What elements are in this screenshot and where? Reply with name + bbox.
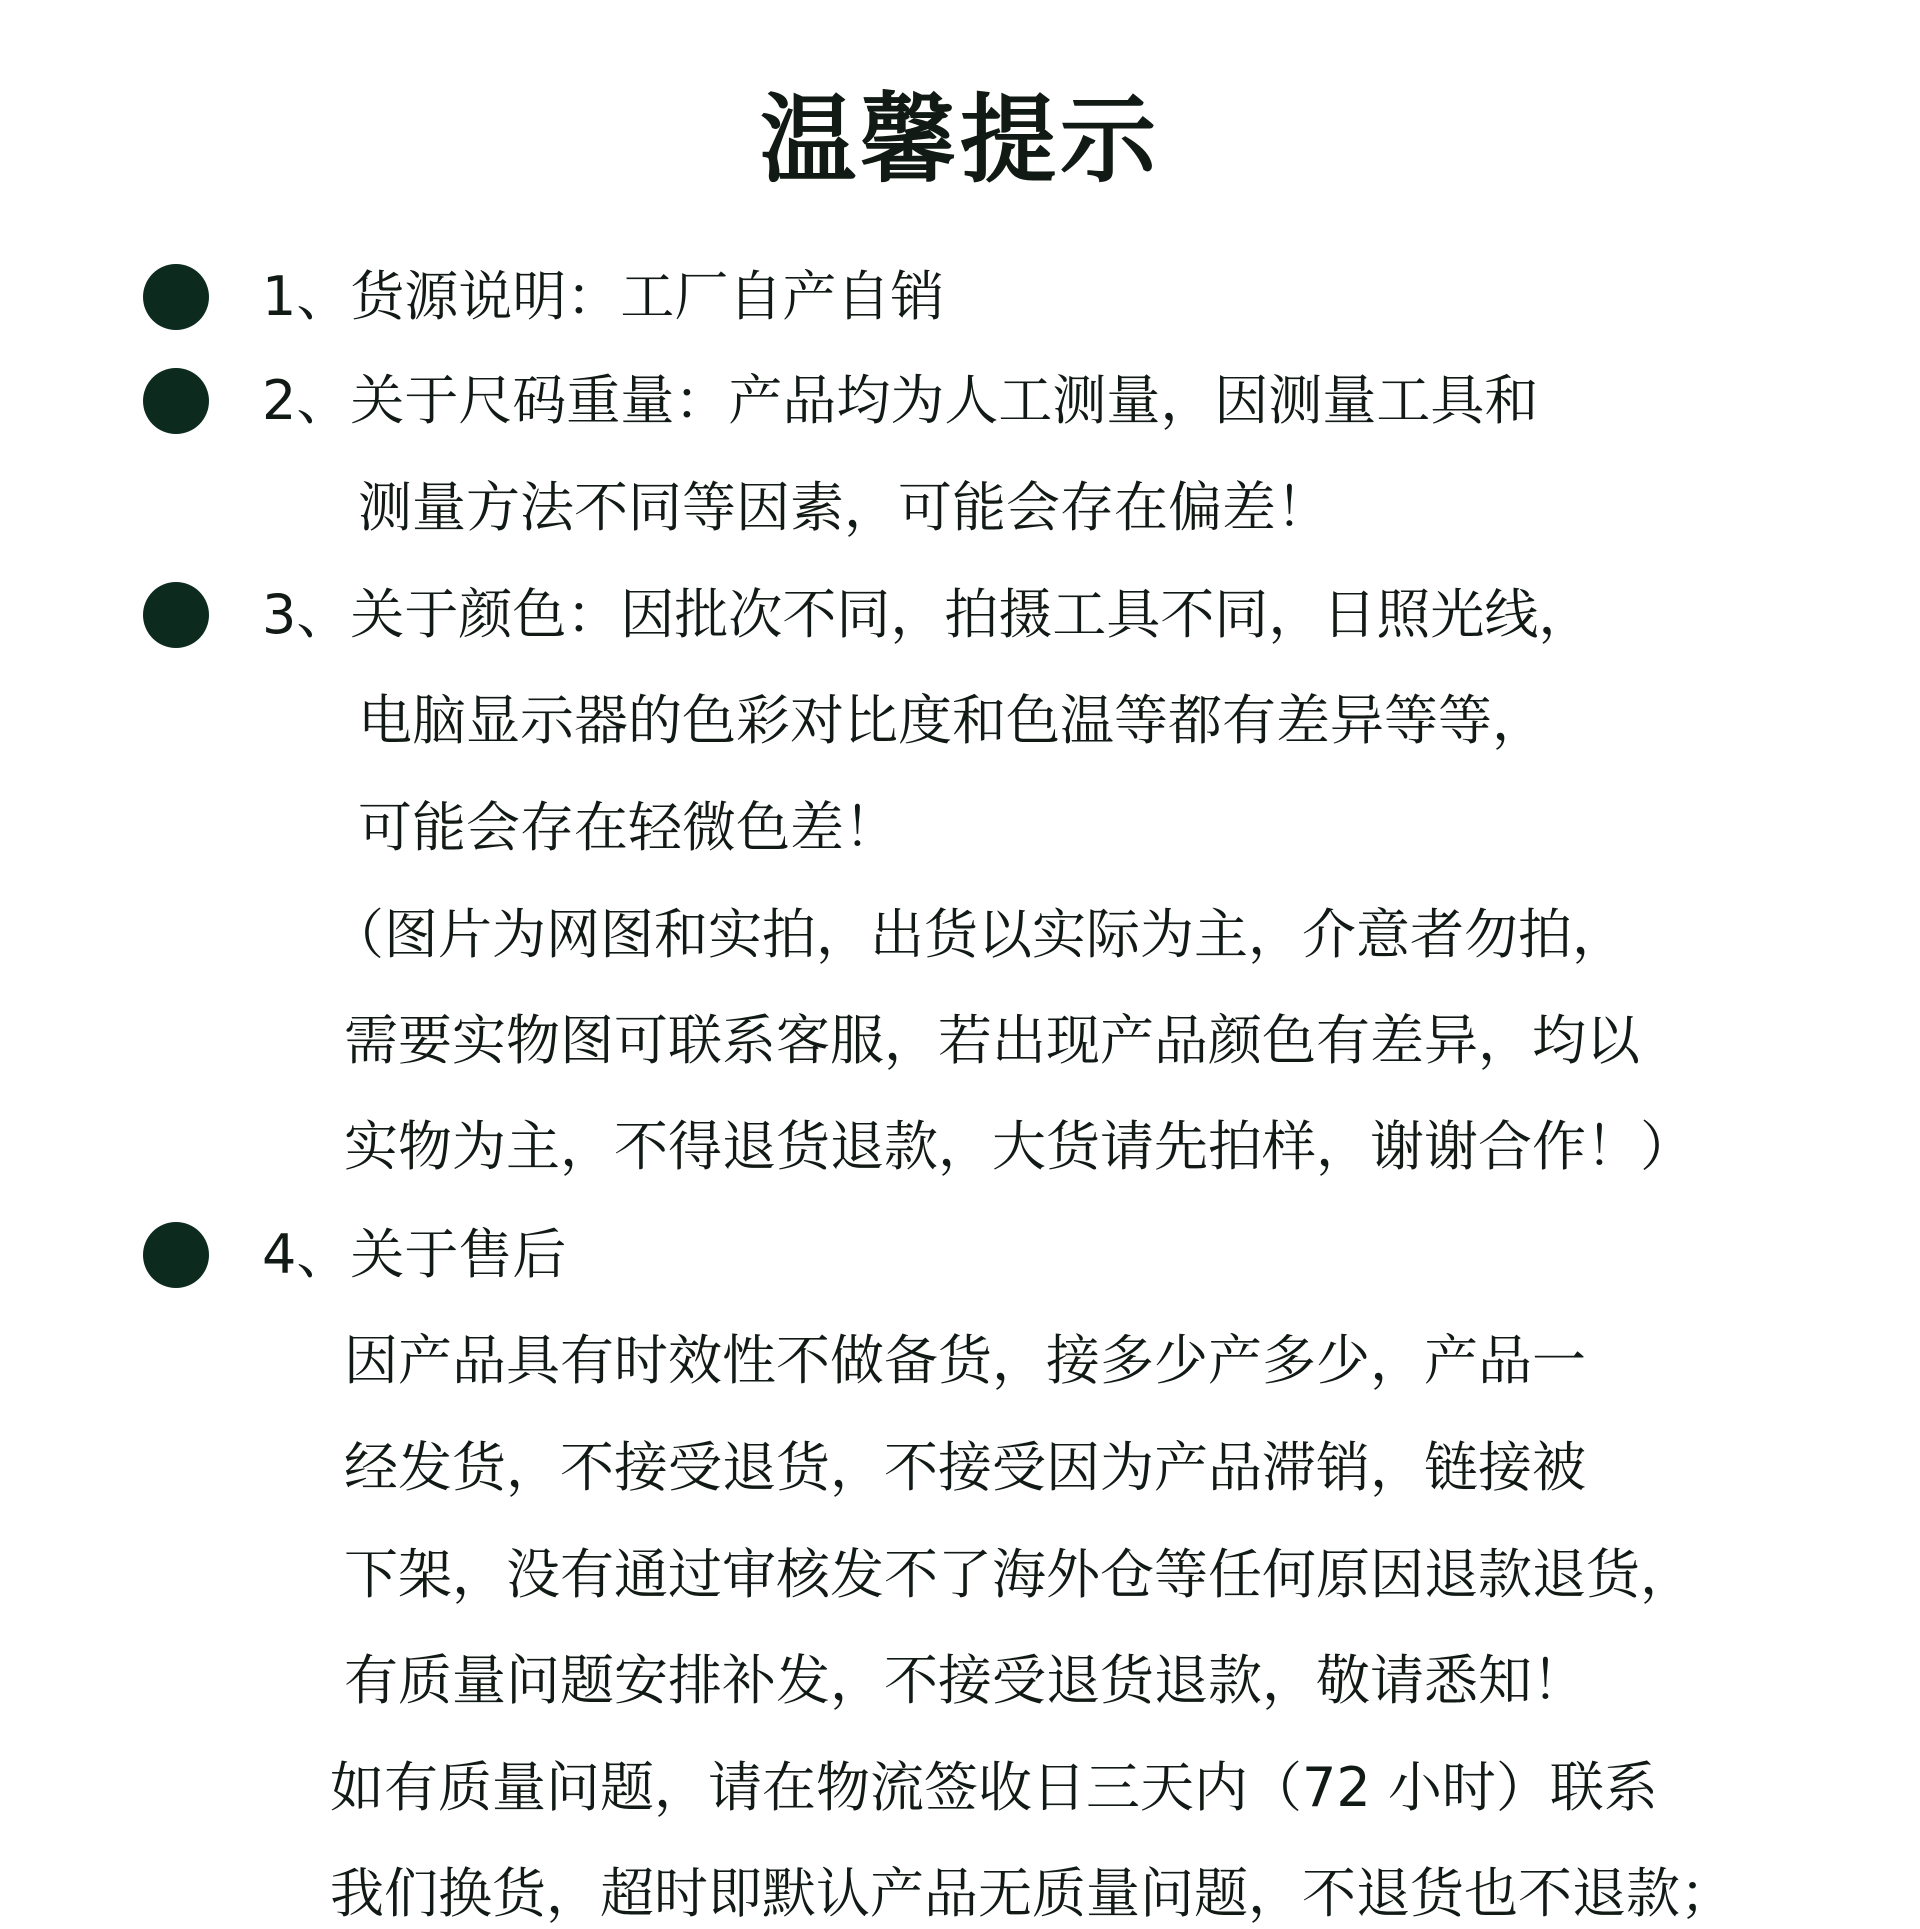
section-4-line-5: 有质量问题安排补发，不接受退货退款，敬请悉知！	[344, 1649, 1586, 1712]
section-4-line-1: 4、关于售后	[262, 1223, 567, 1286]
bullet-dot	[143, 582, 209, 648]
section-3-line-3: 可能会存在轻微色差！	[358, 796, 898, 859]
section-4-line-6: 如有质量问题，请在物流签收日三天内（72 小时）联系	[330, 1756, 1658, 1819]
section-1-line-1: 1、货源说明：工厂自产自销	[262, 265, 945, 328]
bullet-dot	[143, 368, 209, 434]
section-4-line-3: 经发货，不接受退货，不接受因为产品滞销，链接被	[344, 1436, 1586, 1499]
section-4-line-7: 我们换货，超时即默认产品无质量问题，不退货也不退款；	[330, 1862, 1734, 1925]
page-title: 温馨提示	[760, 84, 1160, 196]
bullet-dot	[143, 1222, 209, 1288]
section-2-line-1: 2、关于尺码重量：产品均为人工测量，因测量工具和	[262, 369, 1539, 432]
section-3-note-line-2: 需要实物图可联系客服，若出现产品颜色有差异，均以	[344, 1009, 1640, 1072]
section-3-note-line-3: 实物为主，不得退货退款，大货请先拍样，谢谢合作！）	[344, 1115, 1694, 1178]
section-4-line-2: 因产品具有时效性不做备货，接多少产多少，产品一	[344, 1329, 1586, 1392]
section-3-note-line-1: （图片为网图和实拍，出货以实际为主，介意者勿拍，	[330, 903, 1626, 966]
section-3-line-2: 电脑显示器的色彩对比度和色温等都有差异等等，	[358, 689, 1546, 752]
section-3-line-1: 3、关于颜色：因批次不同，拍摄工具不同，日照光线，	[262, 583, 1593, 646]
section-2-line-2: 测量方法不同等因素，可能会存在偏差！	[358, 476, 1330, 539]
section-4-line-4: 下架，没有通过审核发不了海外仓等任何原因退款退货，	[344, 1543, 1694, 1606]
bullet-dot	[143, 264, 209, 330]
